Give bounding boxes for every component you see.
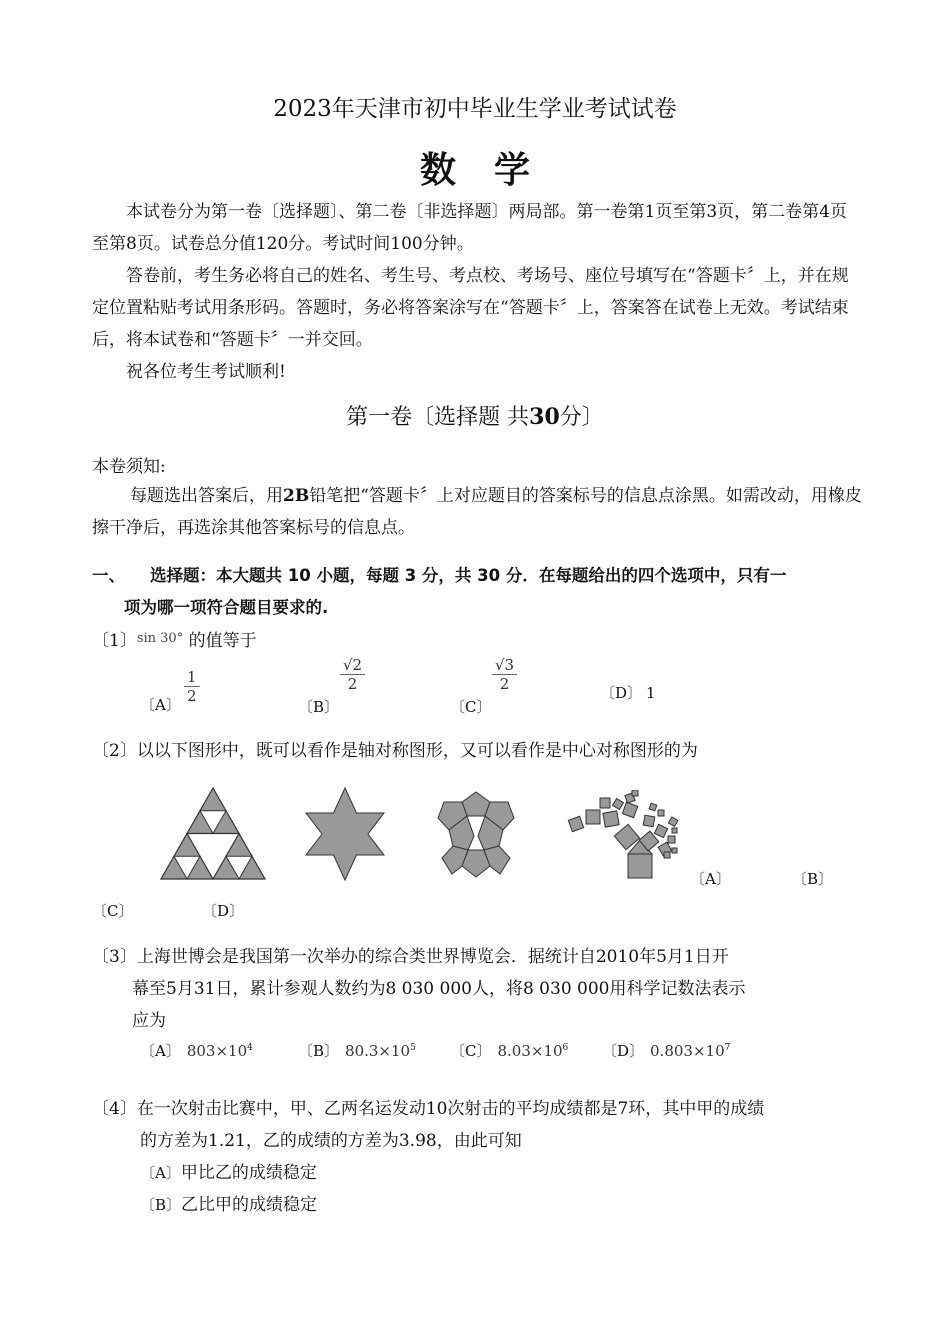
q1-option-a-label[interactable]: 〔A〕 — [140, 696, 181, 714]
q3-option-c-base: 8.03×10 — [497, 1042, 563, 1060]
q3-option-c-label: 〔C〕 — [450, 1042, 492, 1060]
q1-a-denominator: 2 — [187, 687, 197, 705]
part1-title — [0, 400, 950, 431]
q3-option-a-exp: 4 — [247, 1043, 253, 1053]
q2-option-d[interactable]: 〔D〕 — [202, 902, 245, 920]
q3-number: 〔3〕 — [92, 947, 137, 967]
part1-title-a: 第一卷〔选择题 共 — [346, 405, 530, 430]
exam-title: 2023年天津市初中毕业生学业考试试卷 — [273, 96, 677, 122]
q2-option-b[interactable]: 〔B〕 — [792, 870, 834, 888]
section1-number: 一、 — [92, 566, 125, 585]
notice-pencil: 2B — [283, 486, 310, 506]
q1-b-denominator: 2 — [347, 675, 358, 693]
q4-option-b[interactable] — [140, 1190, 317, 1215]
q4-line1 — [92, 1094, 764, 1119]
q1-option-d[interactable] — [600, 682, 656, 703]
sierpinski-triangle-figure — [158, 786, 268, 882]
q1-text: 的值等于 — [188, 631, 257, 651]
q2-stem — [92, 736, 698, 761]
intro-paragraph-3: 祝各位考生考试顺利! — [126, 362, 286, 382]
q1-b-numerator: √2 — [340, 656, 365, 675]
q3-option-d[interactable] — [602, 1040, 730, 1061]
q4-option-b-label: 〔B〕 — [140, 1196, 182, 1214]
q4-number: 〔4〕 — [92, 1099, 137, 1119]
q4-option-a-label: 〔A〕 — [140, 1164, 181, 1182]
q3-option-a-label: 〔A〕 — [140, 1042, 181, 1060]
notice-text — [92, 480, 862, 544]
hexagram-figure — [300, 786, 390, 882]
q3-option-d-label: 〔D〕 — [602, 1042, 645, 1060]
q2-number: 〔2〕 — [92, 741, 137, 761]
q3-option-b-exp: 5 — [410, 1043, 416, 1053]
q1-option-c-fraction — [492, 656, 517, 693]
pythagoras-tree-figure — [564, 790, 694, 882]
pentagon-ring-figure — [428, 786, 524, 882]
q1-expression: sin 30° — [136, 631, 184, 646]
q2-text: 以以下图形中，既可以看作是轴对称图形，又可以看作是中心对称图形的为 — [136, 741, 698, 761]
q1-c-denominator: 2 — [499, 675, 510, 693]
q1-option-a-fraction — [184, 668, 200, 705]
section1-text-line1: 选择题：本大题共 10 小题，每题 3 分，共 30 分．在每题给出的四个选项中，只有一 — [150, 566, 787, 585]
q4-option-b-text: 乙比甲的成绩稳定 — [181, 1195, 318, 1215]
q3-option-a-base: 803×10 — [186, 1042, 248, 1060]
q1-option-b-fraction — [340, 656, 365, 693]
q1-option-c-label[interactable]: 〔C〕 — [450, 698, 492, 716]
q1-number: 〔1〕 — [92, 631, 137, 651]
q1-option-b-label[interactable]: 〔B〕 — [298, 698, 340, 716]
notice-label: 本卷须知: — [92, 457, 166, 477]
q2-option-a[interactable]: 〔A〕 — [690, 870, 731, 888]
q3-option-b-base: 80.3×10 — [345, 1042, 411, 1060]
q3-line1 — [92, 942, 729, 967]
q3-text-line1: 上海世博会是我国第一次举办的综合类世界博览会．据统计自2010年5月1日开 — [136, 947, 729, 967]
q1-c-numerator: √3 — [492, 656, 517, 675]
q3-option-c[interactable] — [450, 1040, 568, 1061]
q3-option-c-exp: 6 — [562, 1043, 569, 1053]
q1-option-d-label: 〔D〕 — [600, 684, 643, 702]
subject-title: 数学 — [419, 149, 568, 191]
part1-title-score: 30 — [529, 404, 560, 430]
q4-option-a[interactable] — [140, 1158, 317, 1183]
intro-paragraph-2: 答卷前，考生务必将自己的姓名、考生号、考点校、考场号、座位号填写在“答题卡〞上，并在规定位置粘贴考试用条形码。答题时，务必将答案涂写在“答题卡〞上，答案答在试卷上无效。考试结束后，将本试卷和“答题卡〞一并交回。 — [92, 266, 849, 350]
q3-option-b[interactable] — [298, 1040, 416, 1061]
q4-line2: 的方差为1.21，乙的成绩的方差为3.98，由此可知 — [140, 1131, 522, 1151]
q3-line2: 幕至5月31日，累计参观人数约为8 030 000人，将8 030 000用科学记数法表示 — [132, 979, 746, 999]
q3-line3: 应为 — [132, 1011, 166, 1031]
q3-option-b-label: 〔B〕 — [298, 1042, 340, 1060]
q1-option-d-value: 1 — [646, 684, 656, 702]
q3-option-a[interactable] — [140, 1040, 253, 1061]
part1-title-c: 分〕 — [559, 405, 604, 430]
section1-text-line2: 项为哪一项符合题目要求的. — [124, 598, 329, 617]
q4-text-line1: 在一次射击比赛中，甲、乙两名运发动10次射击的平均成绩都是7环，其中甲的成绩 — [136, 1099, 765, 1119]
q2-option-c[interactable]: 〔C〕 — [92, 902, 134, 920]
q1-a-numerator: 1 — [184, 668, 200, 687]
q3-option-d-base: 0.803×10 — [650, 1042, 725, 1060]
notice-a: 每题选出答案后，用 — [130, 486, 283, 506]
notice-c: 铅笔把“答题卡〞上对应题目的答案标号的信息点涂黑。如需改动，用橡皮擦干净后，再选涂其他答案标号的信息点。 — [92, 486, 862, 538]
q3-option-d-exp: 7 — [724, 1043, 731, 1053]
q1-stem — [92, 626, 257, 651]
q4-option-a-text: 甲比乙的成绩稳定 — [180, 1163, 317, 1183]
intro-paragraph-1: 本试卷分为第一卷〔选择题〕、第二卷〔非选择题〕两局部。第一卷第1页至第3页，第二卷第4页至第8页。试卷总分值120分。考试时间100分钟。 — [92, 202, 847, 254]
